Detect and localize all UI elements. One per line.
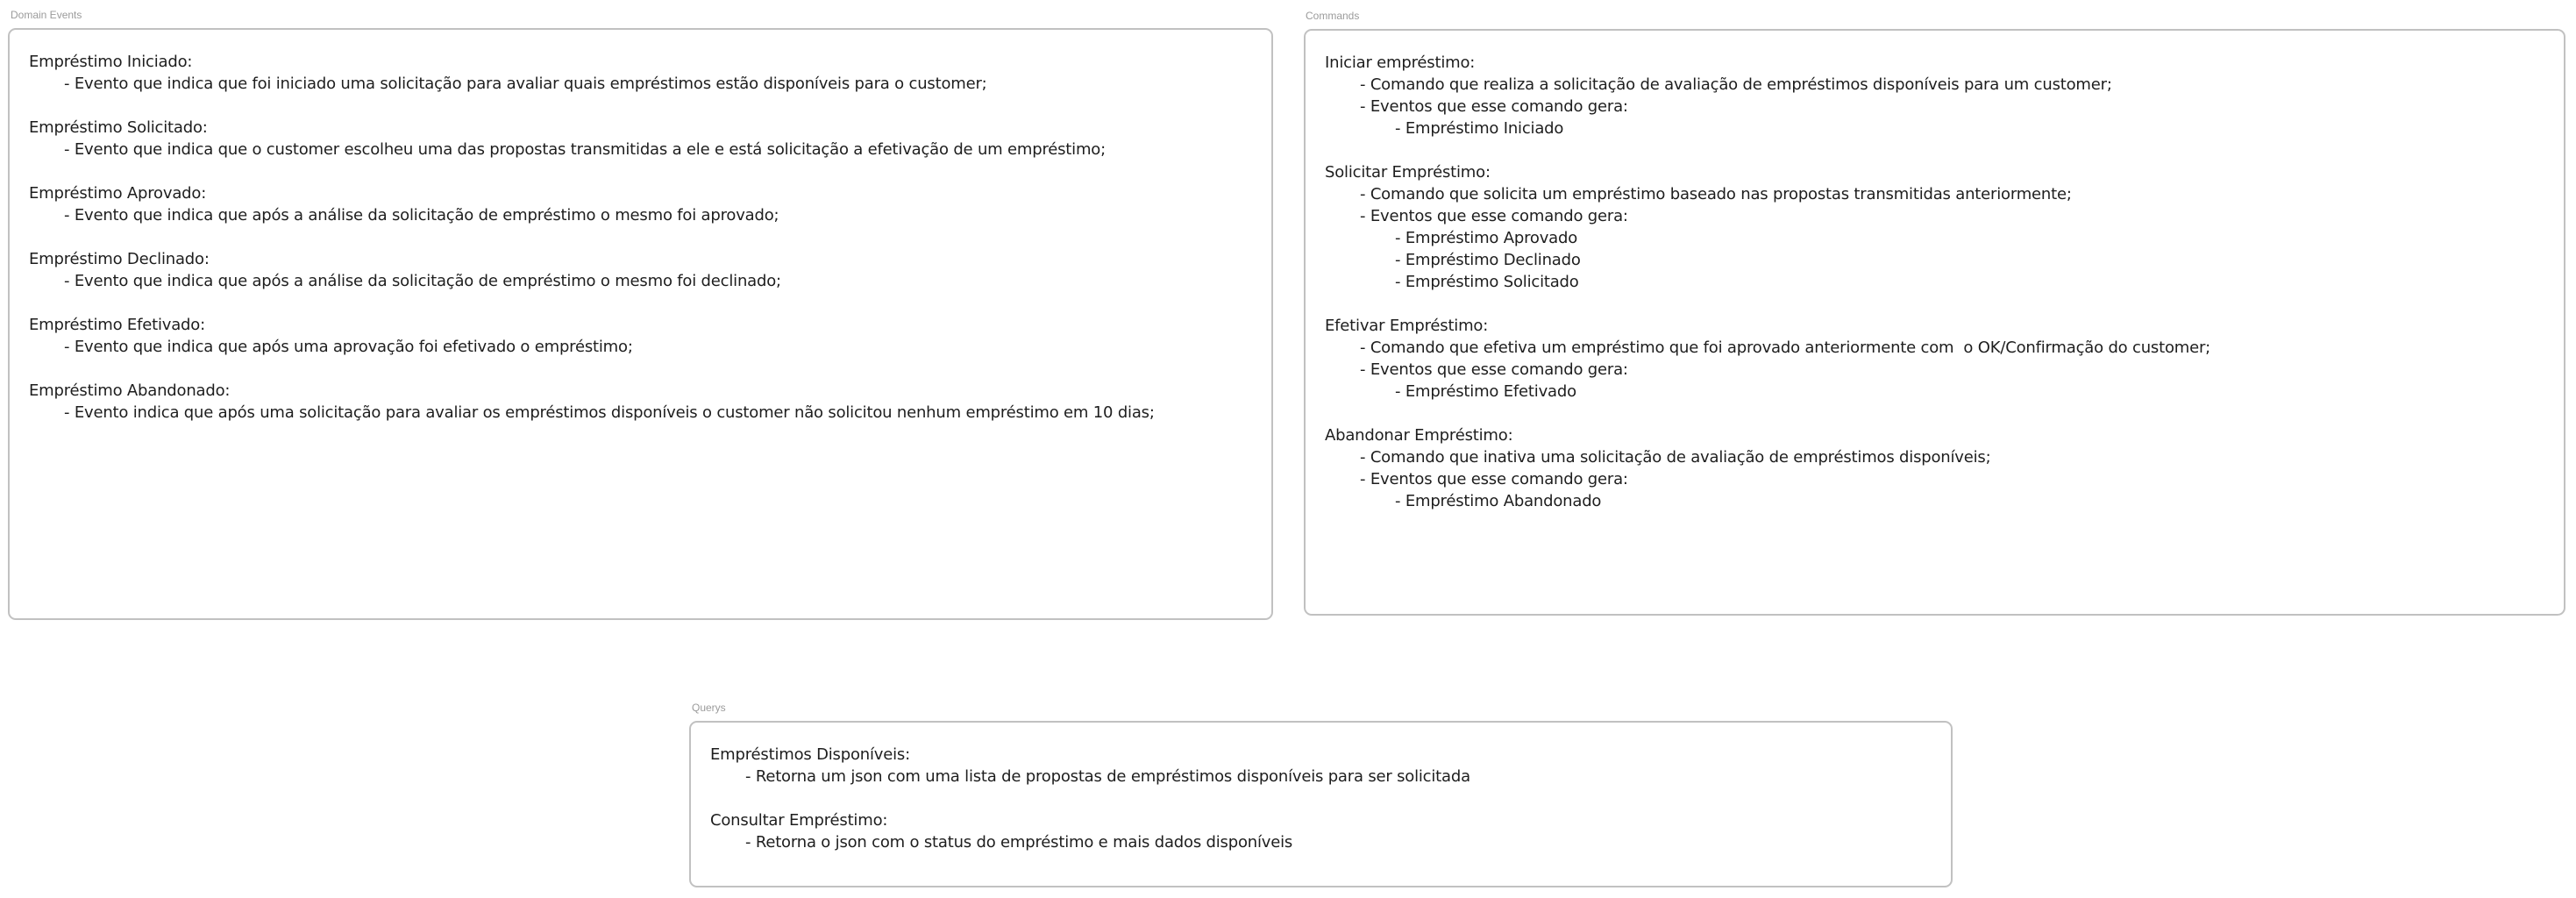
command-generated-event: - Empréstimo Declinado	[1395, 251, 1581, 269]
domain-event-title: Empréstimo Solicitado:	[29, 118, 208, 137]
query-title: Empréstimos Disponíveis:	[710, 745, 910, 764]
command-events-heading: - Eventos que esse comando gera:	[1360, 207, 1628, 225]
command-title: Abandonar Empréstimo:	[1325, 426, 1513, 445]
domain-event-description: - Evento que indica que após uma aprovação foi efetivado o empréstimo;	[64, 338, 633, 356]
command-generated-event: - Empréstimo Efetivado	[1395, 382, 1576, 401]
domain-event-section	[29, 314, 1256, 358]
domain-event-section	[29, 248, 1256, 292]
command-title: Iniciar empréstimo:	[1325, 53, 1476, 72]
domain-events-text-block[interactable]	[10, 30, 1271, 445]
command-section	[1325, 424, 2548, 512]
domain-event-description: - Evento indica que após uma solicitação para avaliar os empréstimos disponíveis o customer não solicitou nenhum empréstimo em 10 dias;	[64, 403, 1155, 422]
domain-event-title: Empréstimo Abandonado:	[29, 381, 231, 400]
domain-event-description: - Evento que indica que o customer escolheu uma das propostas transmitidas a ele e está solicitação a efetivação de um empréstimo;	[64, 140, 1106, 159]
command-section	[1325, 161, 2548, 293]
domain-event-section	[29, 117, 1256, 160]
domain-event-title: Empréstimo Efetivado:	[29, 316, 205, 334]
commands-text-block[interactable]	[1306, 31, 2564, 534]
command-description: - Comando que solicita um empréstimo baseado nas propostas transmitidas anteriormente;	[1360, 185, 2072, 203]
domain-event-section	[29, 182, 1256, 226]
domain-event-description: - Evento que indica que foi iniciado uma solicitação para avaliar quais empréstimos estão disponíveis para o customer;	[64, 75, 987, 93]
command-section	[1325, 52, 2548, 139]
command-section	[1325, 315, 2548, 403]
command-description: - Comando que inativa uma solicitação de avaliação de empréstimos disponíveis;	[1360, 448, 1991, 467]
command-generated-event: - Empréstimo Aprovado	[1395, 229, 1578, 247]
domain-events-frame[interactable]	[8, 28, 1273, 620]
command-description: - Comando que efetiva um empréstimo que foi aprovado anteriormente com o OK/Confirmação do customer;	[1360, 339, 2211, 357]
command-generated-event: - Empréstimo Solicitado	[1395, 273, 1579, 291]
domain-event-title: Empréstimo Iniciado:	[29, 53, 193, 71]
command-events-heading: - Eventos que esse comando gera:	[1360, 97, 1628, 116]
command-generated-event: - Empréstimo Iniciado	[1395, 119, 1564, 138]
querys-text-block[interactable]	[691, 723, 1951, 875]
command-events-heading: - Eventos que esse comando gera:	[1360, 360, 1628, 379]
commands-frame[interactable]	[1304, 29, 2565, 616]
query-section	[710, 744, 1935, 788]
query-title: Consultar Empréstimo:	[710, 811, 888, 830]
command-description: - Comando que realiza a solicitação de avaliação de empréstimos disponíveis para um customer;	[1360, 75, 2112, 94]
command-generated-event: - Empréstimo Abandonado	[1395, 492, 1602, 510]
command-title: Solicitar Empréstimo:	[1325, 163, 1491, 182]
domain-event-section	[29, 380, 1256, 424]
command-title: Efetivar Empréstimo:	[1325, 317, 1489, 335]
query-section	[710, 809, 1935, 853]
domain-event-description: - Evento que indica que após a análise da solicitação de empréstimo o mesmo foi declinado;	[64, 272, 781, 290]
querys-frame-label[interactable]: Querys	[692, 702, 726, 714]
domain-event-title: Empréstimo Aprovado:	[29, 184, 207, 203]
query-description: - Retorna um json com uma lista de propostas de empréstimos disponíveis para ser solicitada	[745, 767, 1470, 786]
commands-frame-label[interactable]: Commands	[1306, 10, 1360, 22]
querys-frame[interactable]	[689, 721, 1953, 887]
query-description: - Retorna o json com o status do empréstimo e mais dados disponíveis	[745, 833, 1293, 852]
domain-events-frame-label[interactable]: Domain Events	[11, 9, 82, 21]
domain-event-section	[29, 51, 1256, 95]
domain-event-title: Empréstimo Declinado:	[29, 250, 210, 268]
domain-event-description: - Evento que indica que após a análise da solicitação de empréstimo o mesmo foi aprovado;	[64, 206, 779, 224]
command-events-heading: - Eventos que esse comando gera:	[1360, 470, 1628, 488]
